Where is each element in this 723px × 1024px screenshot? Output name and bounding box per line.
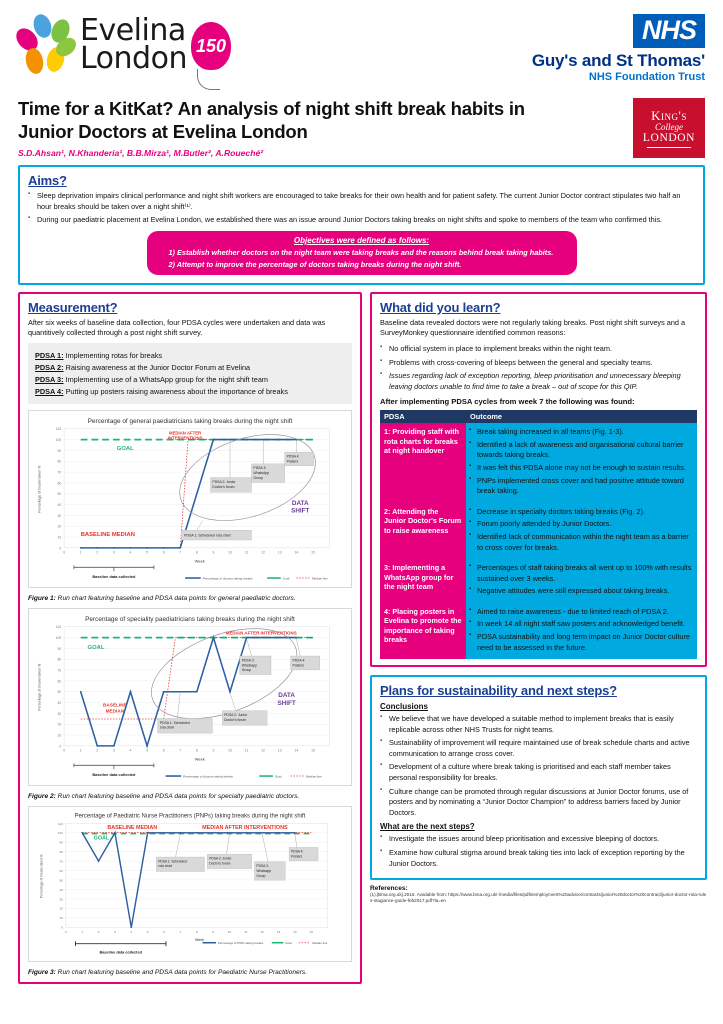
svg-text:6: 6	[162, 748, 165, 753]
references-body: (1).[Bma.org.uk].2016. Available from: https://www.bma.org.uk/-/media/files/pdfs/employment%20advice/contracts/junior%20doctor%20contract/junior-doctor-rota-rules-stagiance-guide-feb2017.pdf?la=en	[370, 892, 707, 904]
pdsa-3-label: PDSA 3:	[35, 375, 64, 385]
evelina-flower-icon	[18, 14, 76, 76]
table-row	[380, 603, 697, 659]
left-column	[18, 292, 362, 984]
pdsa-row-label: 1: Providing staff with rota charts for breaks at night handover	[380, 423, 466, 502]
evelina-line2: London	[80, 41, 187, 76]
data-shift-label-a: DATA	[278, 692, 295, 700]
pdsa-4-text: Putting up posters raising awareness about the importance of breaks	[65, 387, 288, 397]
references-block	[370, 885, 707, 904]
svg-text:50: 50	[57, 690, 62, 695]
svg-text:70: 70	[57, 668, 62, 673]
svg-text:60: 60	[59, 868, 63, 873]
list-item: ▪ Aimed to raise awareness - due to limited reach of PDSA 2.	[468, 607, 693, 618]
svg-text:8: 8	[195, 930, 198, 935]
annotation-pdsa3-b: WhatsApp	[253, 471, 270, 476]
list-item: ▪ We believe that we have developed a suitable method to implement breaks that is easily replicable across other NHS Trusts for night teams.	[380, 714, 697, 735]
svg-text:30: 30	[57, 513, 62, 518]
svg-text:80: 80	[59, 850, 63, 855]
conclusions-heading: Conclusions	[380, 702, 429, 712]
svg-text:11: 11	[244, 748, 249, 753]
annotation-pdsa3-b: Whatsapp	[241, 663, 258, 668]
median-after-label: MEDIAN AFTER INTERVENTIONS	[225, 630, 297, 636]
objectives-callout	[147, 231, 577, 275]
svg-text:8: 8	[195, 748, 198, 753]
list-item: ▪ In week 14 all night staff saw posters and acknowledged benefit.	[468, 619, 693, 630]
list-item	[35, 375, 345, 384]
svg-text:3: 3	[112, 550, 115, 555]
svg-text:40: 40	[57, 503, 62, 508]
table-row	[380, 559, 697, 603]
pdsa-1-text: Implementing rotas for breaks	[65, 351, 163, 361]
pdsa-1-label: PDSA 1:	[35, 351, 64, 361]
kcl-rule	[647, 147, 691, 148]
figure-3-block	[28, 806, 352, 976]
pdsa-row-outcomes	[466, 423, 697, 502]
baseline-median-label: BASELINE MEDIAN	[80, 532, 135, 539]
svg-text:7: 7	[179, 930, 182, 935]
svg-text:2: 2	[97, 930, 100, 935]
table-row	[380, 423, 697, 502]
right-column	[370, 292, 707, 984]
svg-text:2: 2	[96, 550, 99, 555]
annotation-pdsa1-a: PDSA 1: Scheduled	[159, 720, 190, 725]
legend-item-goal: Goal	[285, 941, 292, 946]
svg-text:5: 5	[146, 550, 148, 555]
list-item: ▪ Examine how cultural stigma around break taking ties into lack of exception reporting by the Junior Doctors.	[380, 848, 697, 869]
list-item: ▪ Sleep deprivation impairs clinical performance and night shift workers are encouraged to take breaks for their own health and for patient safety. The current Junior Doctor contract stipulates two half an hour breaks should be taken over a night shift⁽¹⁾.	[28, 191, 695, 212]
annotation-pdsa4-b: Posters	[286, 459, 299, 464]
svg-text:0: 0	[59, 744, 62, 749]
svg-text:40: 40	[57, 701, 62, 706]
references-heading: References:	[370, 885, 408, 893]
annotation-pdsa4-a: PDSA 4:	[292, 658, 306, 663]
pdsa-outcomes-table	[380, 410, 697, 659]
list-item: ▪ PDSA sustainability and long term impact on Junior Doctor culture need to be assessed in the future.	[468, 632, 693, 653]
figure-3-caption-bold: Figure 3:	[28, 969, 56, 977]
svg-text:13: 13	[277, 748, 282, 753]
svg-text:6: 6	[162, 550, 165, 555]
annotation-pdsa3-c: Group	[241, 668, 252, 673]
svg-text:11: 11	[244, 550, 249, 555]
svg-text:2: 2	[96, 748, 99, 753]
list-item: ▪ Forum poorly attended by Junior Doctors.	[468, 519, 693, 530]
learn-intro: Baseline data revealed doctors were not regularly taking breaks. Post night shift surveys and a SurveyMonkey questionnaire identified common reasons:	[380, 317, 686, 338]
pdsa-2-text: Raising awareness at the Junior Doctor Forum at Evelina	[65, 363, 251, 373]
trust-name: Guy's and St Thomas'	[531, 51, 705, 70]
aims-bullet-list	[28, 191, 695, 226]
svg-text:10: 10	[57, 535, 62, 540]
svg-text:5: 5	[146, 930, 149, 935]
svg-text:7: 7	[179, 550, 182, 555]
nhs-logo: NHS	[633, 14, 705, 48]
baseline-median-label-b: MEDIAN	[105, 708, 125, 714]
y-axis-label: Percentage of breaks taken %	[37, 465, 42, 513]
svg-text:1: 1	[81, 930, 84, 935]
evelina-london-logo	[18, 14, 231, 76]
svg-text:12: 12	[261, 550, 266, 555]
annotation-pdsa4-a: PDSA 4:	[291, 849, 304, 854]
baseline-bracket-label: Baseline data collected	[92, 772, 136, 778]
legend-item-series: Percentage of PNPs taking breaks	[217, 941, 264, 946]
annotation-pdsa2-a: PDSA 2: Junior	[212, 479, 236, 484]
pdsa-row-label: 2: Attending the Junior Doctor's Forum to raise awareness	[380, 503, 466, 559]
trust-subtitle: NHS Foundation Trust	[588, 71, 705, 83]
svg-text:15: 15	[309, 930, 313, 935]
legend-item-median: Median line	[306, 774, 323, 779]
list-item: ▪ Decrease in specialty doctors taking breaks (Fig. 2).	[468, 507, 693, 518]
svg-text:90: 90	[57, 646, 62, 651]
annotation-pdsa2-b: Doctor's forum	[224, 717, 247, 722]
svg-text:110: 110	[55, 427, 62, 432]
pdsa-row-label: 4: Placing posters in Evelina to promote the importance of taking breaks	[380, 603, 466, 659]
annotation-pdsa1-b: rota chart	[158, 864, 173, 869]
svg-text:10: 10	[59, 916, 63, 921]
list-item: ▪ Investigate the issues around bleep prioritisation and excessive bleeping of doctors.	[380, 834, 697, 845]
svg-text:10: 10	[57, 733, 62, 738]
list-item: ▪ Identified lack of communication within the night team as a barrier to cross cover for breaks.	[468, 532, 693, 553]
anniversary-balloon-icon: 150	[191, 22, 231, 70]
table-header-row	[380, 410, 697, 423]
learn-bullet-list	[380, 344, 697, 392]
svg-text:0: 0	[63, 550, 66, 555]
chart-title: Percentage of speciality paediatricians taking breaks during the night shift	[85, 615, 295, 623]
kcl-line3: LONDON	[642, 132, 696, 144]
goal-label: GOAL	[116, 446, 134, 453]
svg-text:0: 0	[63, 748, 66, 753]
svg-text:14: 14	[293, 930, 297, 935]
legend-item-series: Percentage of doctors taking breaks	[183, 774, 233, 779]
annotation-pdsa4-b: Posters	[292, 663, 305, 668]
legend-item-goal: Goal	[274, 774, 282, 779]
list-item: ▪ Culture change can be promoted through regular discussions at Junior Doctor forums, use of posters and by nominating a “Junior Doctor Champion” to address barriers faced by Junior Doctors.	[380, 787, 697, 819]
svg-text:20: 20	[57, 524, 62, 529]
list-item: ▪ No official system in place to implement breaks within the night team.	[380, 344, 697, 355]
next-steps-list	[380, 834, 697, 869]
svg-text:90: 90	[57, 448, 62, 453]
figure-2-block	[28, 608, 352, 800]
figure-1-caption-text: Run chart featuring baseline and PDSA data points for general paediatric doctors.	[55, 595, 296, 603]
svg-text:9: 9	[212, 550, 215, 555]
figure-2-caption-text: Run chart featuring baseline and PDSA data points for specialty paediatric doctors.	[55, 793, 300, 801]
svg-text:30: 30	[57, 711, 62, 716]
data-shift-label-b: SHIFT	[291, 507, 310, 515]
list-item	[35, 387, 345, 396]
svg-text:100: 100	[57, 831, 63, 836]
page-title: Time for a KitKat? An analysis of night shift break habits in Junior Doctors at Evelina London	[18, 98, 525, 142]
svg-text:1: 1	[79, 550, 82, 555]
list-item: ▪ Problems with cross-covering of bleeps between the general and specialty teams.	[380, 358, 697, 369]
pdsa-row-outcomes	[466, 603, 697, 659]
annotation-pdsa1: PDSA 1: Scheduled rota chart	[184, 533, 231, 538]
svg-text:40: 40	[59, 887, 63, 892]
svg-text:11: 11	[244, 930, 248, 935]
x-axis-label: Week	[194, 756, 205, 762]
kcl-line1: King's	[651, 108, 687, 123]
svg-text:60: 60	[57, 679, 62, 684]
data-shift-label-b: SHIFT	[277, 699, 296, 707]
svg-text:10: 10	[228, 748, 232, 753]
list-item: ▪ PNPs implemented cross cover and had positive attitude toward break taking.	[468, 476, 693, 497]
measurement-intro: After six weeks of baseline data collection, four PDSA cycles were undertaken and data was quantitively collected through a post night shift survey.	[28, 317, 326, 338]
figure-1-caption-bold: Figure 1:	[28, 595, 56, 603]
baseline-median-label-a: BASELINE	[103, 702, 127, 708]
figure-1-chart	[28, 410, 352, 588]
pdsa-2-label: PDSA 2:	[35, 363, 64, 373]
annotation-pdsa3-b: Whatsapp	[256, 868, 272, 873]
svg-text:60: 60	[57, 481, 62, 486]
list-item: ▪ Negative attitudes were still expressed about taking breaks.	[468, 586, 693, 597]
svg-text:12: 12	[260, 930, 264, 935]
learn-panel	[370, 292, 707, 667]
svg-text:100: 100	[55, 438, 62, 443]
kings-college-london-logo	[633, 98, 705, 158]
list-item: ▪ Development of a culture where break taking is prioritised and each staff member takes personal responsibility for breaks.	[380, 762, 697, 783]
measurement-heading: Measurement?	[28, 299, 118, 315]
annotation-pdsa2-a: PDSA 2: Junior	[209, 856, 232, 861]
svg-text:30: 30	[59, 897, 63, 902]
list-item	[35, 363, 345, 372]
kcl-line2: College	[655, 122, 683, 132]
pdsa-row-outcomes	[466, 559, 697, 603]
svg-text:4: 4	[129, 550, 132, 555]
baseline-median-label: BASELINE MEDIAN	[107, 825, 158, 832]
svg-text:0: 0	[61, 925, 63, 930]
pdsa-row-label: 3: Implementing a WhatsApp group for the night team	[380, 559, 466, 603]
svg-text:6: 6	[163, 930, 165, 935]
list-item: ▪ During our paediatric placement at Evelina London, we established there was an issue around Junior Doctors taking breaks on night shifts and spoke to members of the team who confirmed this.	[28, 215, 695, 226]
svg-text:80: 80	[57, 657, 62, 662]
svg-text:15: 15	[311, 748, 315, 753]
legend-item-goal: Goal	[282, 576, 290, 581]
svg-text:0: 0	[59, 546, 62, 551]
svg-text:80: 80	[57, 459, 62, 464]
annotation-pdsa3-c: Group	[253, 476, 263, 481]
learn-heading: What did you learn?	[380, 299, 501, 315]
figure-3-chart	[28, 806, 352, 962]
annotation-pdsa4-b: Posters	[291, 854, 303, 859]
median-after-label: MEDIAN AFTER INTERVENTIONS	[202, 825, 288, 832]
svg-text:70: 70	[57, 470, 62, 475]
aims-panel	[18, 165, 705, 285]
annotation-pdsa3-a: PDSA 3:	[256, 864, 269, 869]
svg-text:12: 12	[261, 748, 266, 753]
nhs-trust-logo	[532, 14, 705, 83]
svg-text:7: 7	[179, 748, 182, 753]
aims-heading: Aims?	[28, 173, 67, 189]
svg-text:0: 0	[64, 930, 67, 935]
objective-item: 2) Attempt to improve the percentage of doctors taking breaks during the night shift.	[168, 259, 462, 269]
chart-title: Percentage of general paediatricians taking breaks during the night shift	[87, 417, 293, 425]
figure-3-caption-text: Run chart featuring baseline and PDSA data points for Paediatric Nurse Practitioners.	[55, 969, 308, 977]
legend-item-series: Percentage of doctors taking breaks	[202, 576, 253, 581]
annotation-pdsa3-a: PDSA 3:	[241, 658, 255, 663]
annotation-pdsa1-b: rota chart	[159, 725, 175, 730]
next-steps-heading: What are the next steps?	[380, 822, 475, 832]
annotation-pdsa4-a: PDSA 4:	[286, 454, 300, 459]
column-header-outcome: Outcome	[466, 410, 697, 423]
goal-label: GOAL	[87, 645, 105, 652]
baseline-bracket-label: Baseline data collected	[92, 574, 136, 580]
y-axis-label: Percentage of breaks taken %	[37, 663, 42, 711]
annotation-pdsa3-a: PDSA 3:	[253, 466, 267, 471]
svg-text:90: 90	[59, 840, 63, 845]
svg-text:15: 15	[311, 550, 315, 555]
data-shift-label-a: DATA	[291, 499, 309, 507]
svg-text:20: 20	[57, 722, 62, 727]
pdsa-row-outcomes	[466, 503, 697, 559]
plans-panel	[370, 675, 707, 880]
svg-text:4: 4	[129, 748, 132, 753]
conclusions-list	[380, 714, 697, 818]
annotation-pdsa2-b: Doctor's forum	[209, 861, 231, 866]
x-axis-label: Week	[195, 937, 205, 942]
measurement-panel	[18, 292, 362, 984]
y-axis-label: Percentage of breaks taken %	[39, 854, 44, 899]
figure-2-chart	[28, 608, 352, 786]
svg-text:13: 13	[276, 930, 281, 935]
svg-text:3: 3	[112, 748, 115, 753]
goal-label: GOAL	[93, 835, 110, 842]
svg-text:50: 50	[57, 492, 62, 497]
column-header-pdsa: PDSA	[380, 410, 466, 423]
list-item: ▪ Issues regarding lack of exception reporting, bleep prioritisation and unnecessary bleeping leaving doctors unable to find time to take a break – out of scope for this QIP.	[380, 371, 697, 392]
svg-text:8: 8	[195, 550, 198, 555]
annotation-pdsa2-a: PDSA 2: Junior	[224, 713, 248, 718]
figure-2-caption	[28, 793, 352, 800]
svg-text:9: 9	[212, 748, 215, 753]
title-row	[18, 98, 705, 158]
pdsa-4-label: PDSA 4:	[35, 387, 64, 397]
chart-title: Percentage of Paediatric Nurse Practitioners (PNPs) taking breaks during the night shift	[74, 813, 306, 820]
svg-text:10: 10	[228, 550, 232, 555]
svg-text:1: 1	[79, 748, 82, 753]
svg-text:14: 14	[294, 550, 299, 555]
objective-item: 1) Establish whether doctors on the night team were taking breaks and the reasons behind break taking habits.	[168, 247, 554, 257]
list-item	[35, 351, 345, 360]
svg-text:50: 50	[59, 878, 63, 883]
x-axis-label: Week	[194, 558, 205, 564]
pdsa-lead-in: After implementing PDSA cycles from week 7 the following was found:	[380, 397, 635, 407]
median-after-label-b: INTERVENTIONS	[167, 435, 203, 441]
poster-header	[18, 14, 705, 94]
list-item: ▪ Percentages of staff taking breaks all went up to 100% with results sustained over 3 weeks.	[468, 563, 693, 584]
list-item: ▪ Break taking increased in all teams (Fig. 1-3).	[468, 427, 693, 438]
evelina-wordmark	[80, 13, 187, 76]
annotation-pdsa1-a: PDSA 1: Scheduled	[158, 859, 187, 864]
annotation-pdsa2-b: Doctor's forum	[212, 484, 235, 489]
figure-2-caption-bold: Figure 2:	[28, 793, 56, 801]
list-item: ▪ Sustainability of improvement will require maintained use of break schedule charts and active communication to arrange cross cover.	[380, 738, 697, 759]
svg-text:10: 10	[227, 930, 232, 935]
figure-3-caption	[28, 969, 352, 976]
author-list: S.D.Ahsan¹, N.Khanderia¹, B.B.Mirza¹, M.Butler², A.Roueché²	[18, 148, 264, 159]
table-row	[380, 503, 697, 559]
evelina-line1: Evelina	[80, 13, 186, 49]
svg-text:13: 13	[277, 550, 282, 555]
svg-text:5: 5	[146, 748, 148, 753]
median-after-label-a: MEDIAN AFTER	[169, 430, 202, 436]
list-item: ▪ Identified a lack of awareness and organisational cultural barrier towards taking breaks.	[468, 440, 693, 461]
svg-text:14: 14	[294, 748, 299, 753]
svg-text:110: 110	[55, 625, 62, 630]
figure-1-block	[28, 410, 352, 602]
svg-text:3: 3	[114, 930, 116, 935]
svg-text:110: 110	[58, 821, 63, 826]
body-columns	[18, 292, 705, 984]
plans-heading: Plans for sustainability and next steps?	[380, 683, 617, 699]
annotation-pdsa3-c: Group	[256, 873, 266, 878]
svg-text:70: 70	[59, 859, 63, 864]
legend-item-median: Median line	[312, 941, 328, 946]
baseline-bracket-label: Baseline data collected	[99, 950, 142, 955]
svg-text:100: 100	[55, 636, 62, 641]
figure-1-caption	[28, 595, 352, 602]
svg-text:4: 4	[130, 930, 133, 935]
list-item: ▪ It was felt this PDSA alone may not be enough to sustain results.	[468, 463, 693, 474]
objectives-heading: Objectives were defined as follows:	[293, 235, 430, 245]
svg-text:20: 20	[59, 906, 63, 911]
pdsa-cycle-list	[28, 343, 352, 404]
legend-item-median: Median line	[311, 576, 328, 581]
svg-text:9: 9	[212, 930, 214, 935]
pdsa-3-text: Implementing use of a WhatsApp group for the night shift team	[65, 375, 268, 385]
